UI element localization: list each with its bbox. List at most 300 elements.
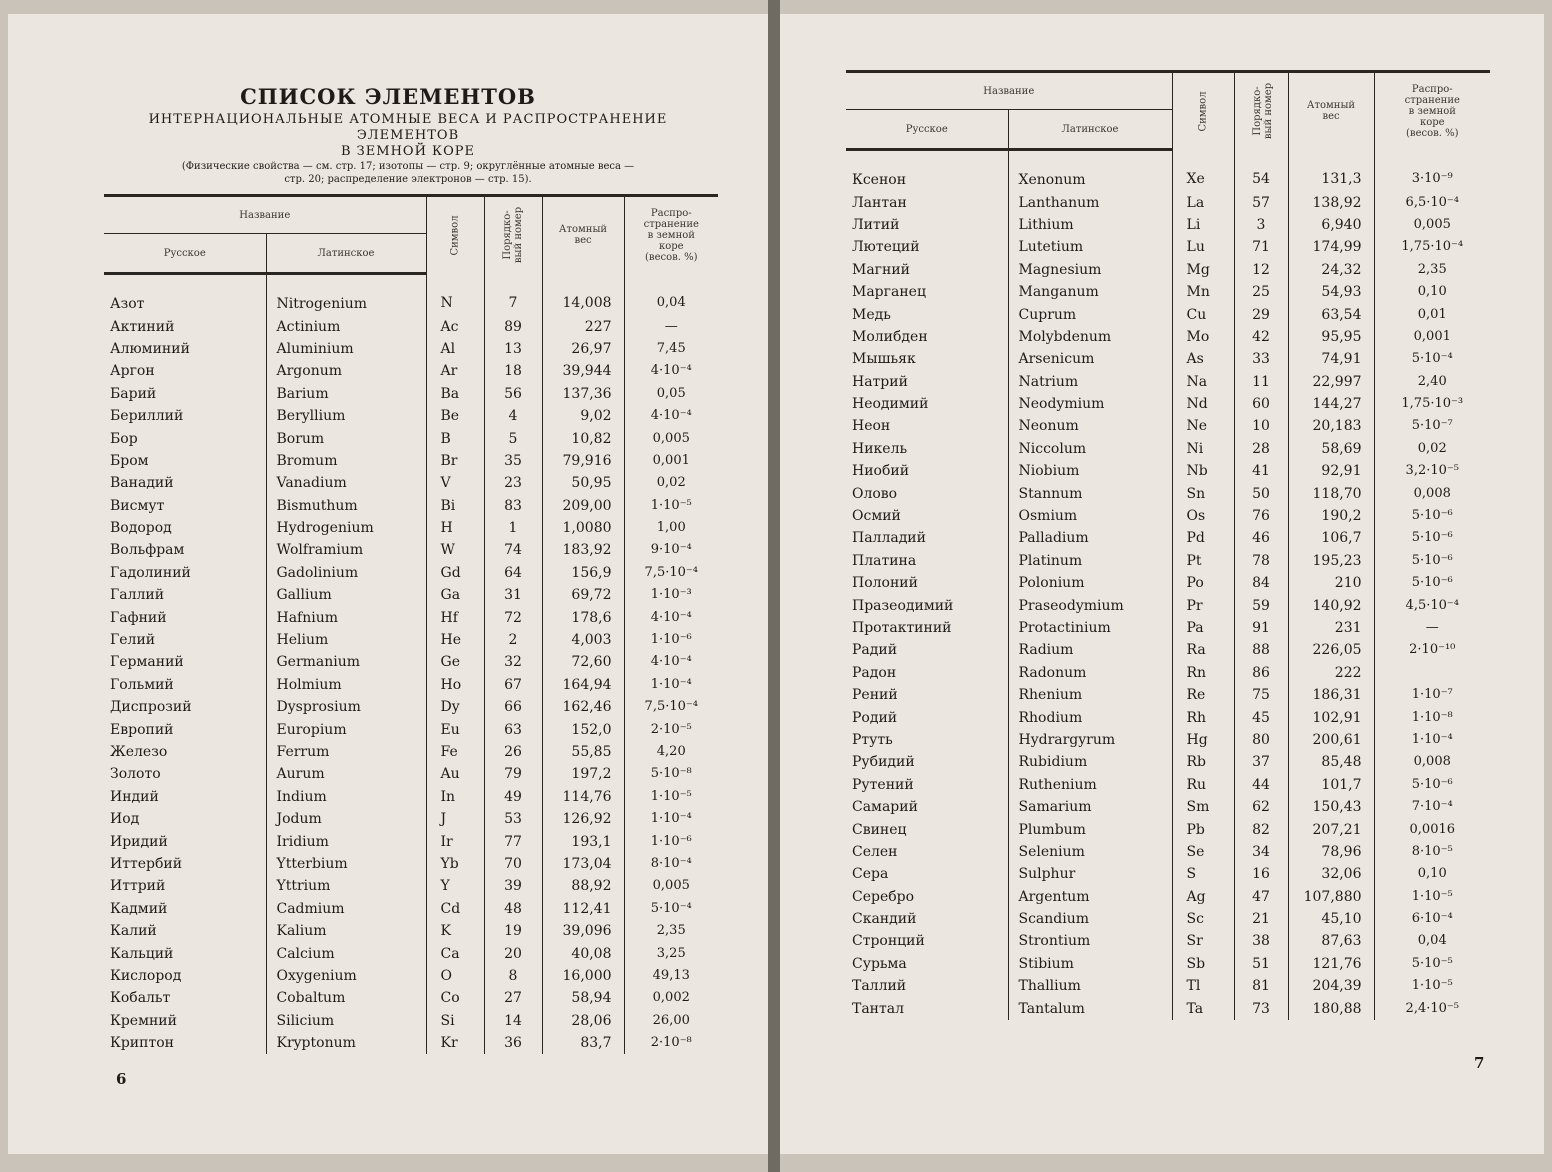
symbol: Ne [1172, 415, 1234, 437]
symbol: Os [1172, 505, 1234, 527]
ordinal-number: 20 [484, 942, 542, 964]
element-row [846, 371, 1490, 393]
symbol: Rb [1172, 751, 1234, 773]
atomic-weight: 112,41 [542, 898, 624, 920]
ordinal-number: 88 [1234, 639, 1288, 661]
ordinal-number: 16 [1234, 863, 1288, 885]
symbol: In [426, 786, 484, 808]
symbol: Po [1172, 572, 1234, 594]
abundance: 0,02 [1374, 438, 1490, 460]
ordinal-number: 51 [1234, 953, 1288, 975]
abundance: 1·10⁻⁴ [1374, 729, 1490, 751]
symbol: N [426, 274, 484, 316]
ordinal-number: 3 [1234, 214, 1288, 236]
symbol: Si [426, 1010, 484, 1032]
russian-name: Европий [110, 721, 174, 738]
symbol: Ru [1172, 774, 1234, 796]
latin-name: Scandium [1008, 908, 1172, 930]
element-row [846, 572, 1490, 594]
element-row [846, 236, 1490, 258]
element-row [104, 450, 718, 472]
symbol: Tl [1172, 975, 1234, 997]
ordinal-number: 60 [1234, 393, 1288, 415]
atomic-weight: 101,7 [1288, 774, 1374, 796]
ordinal-number: 49 [484, 786, 542, 808]
element-row [846, 617, 1490, 639]
ordinal-number: 57 [1234, 191, 1288, 213]
symbol: Bi [426, 495, 484, 517]
elements-table-right [846, 70, 1490, 1020]
symbol: Cu [1172, 303, 1234, 325]
abundance: 5·10⁻⁷ [1374, 415, 1490, 437]
abundance: 5·10⁻⁶ [1374, 550, 1490, 572]
atomic-weight: 63,54 [1288, 303, 1374, 325]
element-row [846, 482, 1490, 504]
atomic-weight: 207,21 [1288, 818, 1374, 840]
symbol: Ra [1172, 639, 1234, 661]
abundance: 7,5·10⁻⁴ [624, 696, 718, 718]
abundance: 0,10 [1374, 281, 1490, 303]
symbol: Ca [426, 942, 484, 964]
symbol: Ga [426, 584, 484, 606]
russian-name: Германий [110, 654, 184, 671]
latin-name: Niobium [1008, 460, 1172, 482]
latin-name: Molybdenum [1008, 326, 1172, 348]
russian-name: Иридий [110, 833, 168, 850]
ordinal-number: 48 [484, 898, 542, 920]
ordinal-number: 19 [484, 920, 542, 942]
symbol: Be [426, 405, 484, 427]
russian-name: Лантан [852, 194, 907, 211]
element-row [104, 472, 718, 494]
atomic-weight: 106,7 [1288, 527, 1374, 549]
element-row [846, 505, 1490, 527]
atomic-weight: 88,92 [542, 875, 624, 897]
abundance: 0,04 [624, 274, 718, 316]
latin-name: Praseodymium [1008, 594, 1172, 616]
latin-name: Radonum [1008, 662, 1172, 684]
atomic-weight: 6,940 [1288, 214, 1374, 236]
atomic-weight: 210 [1288, 572, 1374, 594]
symbol: Hf [426, 606, 484, 628]
book-spine [768, 0, 780, 1172]
element-row [104, 405, 718, 427]
ordinal-number: 33 [1234, 348, 1288, 370]
russian-name: Бром [110, 452, 149, 469]
symbol: Ge [426, 651, 484, 673]
element-row [846, 863, 1490, 885]
elements-table-left [104, 194, 718, 1054]
latin-name: Actinium [266, 315, 426, 337]
element-row [104, 539, 718, 561]
latin-name: Palladium [1008, 527, 1172, 549]
latin-name: Hydrargyrum [1008, 729, 1172, 751]
latin-name: Kalium [266, 920, 426, 942]
atomic-weight: 1,0080 [542, 517, 624, 539]
symbol: Pa [1172, 617, 1234, 639]
element-row [846, 997, 1490, 1019]
symbol: Eu [426, 718, 484, 740]
ordinal-number: 75 [1234, 684, 1288, 706]
latin-name: Germanium [266, 651, 426, 673]
ordinal-number: 36 [484, 1032, 542, 1054]
latin-name: Plumbum [1008, 818, 1172, 840]
atomic-weight: 69,72 [542, 584, 624, 606]
abundance: 1·10⁻⁵ [1374, 886, 1490, 908]
symbol: Cd [426, 898, 484, 920]
russian-name: Золото [110, 766, 161, 783]
abundance: 4·10⁻⁴ [624, 360, 718, 382]
latin-name: Kryptonum [266, 1032, 426, 1054]
element-row [104, 741, 718, 763]
atomic-weight: 209,00 [542, 495, 624, 517]
ordinal-number: 80 [1234, 729, 1288, 751]
symbol: Na [1172, 371, 1234, 393]
ordinal-number: 31 [484, 584, 542, 606]
header-latin-right: Латинское [1008, 110, 1172, 150]
atomic-weight: 178,6 [542, 606, 624, 628]
latin-name: Beryllium [266, 405, 426, 427]
atomic-weight: 54,93 [1288, 281, 1374, 303]
element-row [846, 460, 1490, 482]
symbol: Al [426, 338, 484, 360]
latin-name: Gadolinium [266, 562, 426, 584]
atomic-weight: 186,31 [1288, 684, 1374, 706]
element-row [846, 348, 1490, 370]
element-row [846, 415, 1490, 437]
element-row [846, 930, 1490, 952]
atomic-weight: 92,91 [1288, 460, 1374, 482]
russian-name: Алюминий [110, 340, 190, 357]
table-body-right [846, 150, 1490, 1020]
abundance: 5·10⁻⁶ [1374, 774, 1490, 796]
element-row [104, 562, 718, 584]
element-row [104, 338, 718, 360]
ordinal-number: 81 [1234, 975, 1288, 997]
latin-name: Platinum [1008, 550, 1172, 572]
abundance: 0,001 [624, 450, 718, 472]
ordinal-number: 37 [1234, 751, 1288, 773]
russian-name: Галлий [110, 587, 165, 604]
atomic-weight: 204,39 [1288, 975, 1374, 997]
russian-name: Иод [110, 811, 140, 828]
abundance: 9·10⁻⁴ [624, 539, 718, 561]
ordinal-number: 44 [1234, 774, 1288, 796]
russian-name: Никель [852, 440, 908, 457]
latin-name: Wolframium [266, 539, 426, 561]
russian-name: Стронций [852, 933, 925, 950]
ordinal-number: 14 [484, 1010, 542, 1032]
russian-name: Лютеций [852, 239, 920, 256]
latin-name: Ruthenium [1008, 774, 1172, 796]
symbol: Sr [1172, 930, 1234, 952]
symbol: O [426, 965, 484, 987]
symbol: Lu [1172, 236, 1234, 258]
note-line-1: (Физические свойства — см. стр. 17; изотопы — стр. 9; округлённые атомные веса — [181, 161, 635, 172]
note-line-2: стр. 20; распределение электронов — стр. 15). [284, 174, 532, 185]
atomic-weight: 78,96 [1288, 841, 1374, 863]
element-row [104, 495, 718, 517]
abundance: — [1374, 617, 1490, 639]
russian-name: Рений [852, 687, 898, 704]
symbol: Kr [426, 1032, 484, 1054]
element-row [104, 830, 718, 852]
ordinal-number: 89 [484, 315, 542, 337]
ordinal-number: 27 [484, 987, 542, 1009]
symbol: Sm [1172, 796, 1234, 818]
latin-name: Helium [266, 629, 426, 651]
abundance: 1,75·10⁻³ [1374, 393, 1490, 415]
element-row [846, 191, 1490, 213]
russian-name: Кислород [110, 967, 182, 984]
atomic-weight: 138,92 [1288, 191, 1374, 213]
abundance: 6,5·10⁻⁴ [1374, 191, 1490, 213]
abundance: 2·10⁻⁵ [624, 718, 718, 740]
atomic-weight: 150,43 [1288, 796, 1374, 818]
latin-name: Holmium [266, 674, 426, 696]
symbol: Pr [1172, 594, 1234, 616]
atomic-weight: 226,05 [1288, 639, 1374, 661]
ordinal-number: 8 [484, 965, 542, 987]
abundance: 1·10⁻⁶ [624, 830, 718, 852]
symbol: Se [1172, 841, 1234, 863]
symbol: W [426, 539, 484, 561]
abundance: 0,10 [1374, 863, 1490, 885]
abundance: — [624, 315, 718, 337]
latin-name: Tantalum [1008, 997, 1172, 1019]
symbol: B [426, 427, 484, 449]
atomic-weight: 22,997 [1288, 371, 1374, 393]
element-row [104, 517, 718, 539]
latin-name: Manganum [1008, 281, 1172, 303]
latin-name: Bismuthum [266, 495, 426, 517]
symbol: La [1172, 191, 1234, 213]
ordinal-number: 13 [484, 338, 542, 360]
ordinal-number: 50 [1234, 482, 1288, 504]
subtitle [98, 112, 718, 160]
atomic-weight: 121,76 [1288, 953, 1374, 975]
element-row [104, 808, 718, 830]
symbol: Yb [426, 853, 484, 875]
abundance: 2,4·10⁻⁵ [1374, 997, 1490, 1019]
russian-name: Азот [110, 296, 145, 313]
element-row [846, 259, 1490, 281]
symbol: Mn [1172, 281, 1234, 303]
atomic-weight: 9,02 [542, 405, 624, 427]
russian-name: Медь [852, 306, 891, 323]
atomic-weight: 39,944 [542, 360, 624, 382]
ordinal-number: 45 [1234, 706, 1288, 728]
russian-name: Сурьма [852, 955, 907, 972]
russian-name: Скандий [852, 911, 917, 928]
element-row [104, 920, 718, 942]
atomic-weight: 58,69 [1288, 438, 1374, 460]
ordinal-number: 84 [1234, 572, 1288, 594]
latin-name: Aluminium [266, 338, 426, 360]
atomic-weight: 173,04 [542, 853, 624, 875]
ordinal-number: 38 [1234, 930, 1288, 952]
element-row [846, 527, 1490, 549]
latin-name: Argentum [1008, 886, 1172, 908]
abundance: 0,005 [1374, 214, 1490, 236]
symbol: Sn [1172, 482, 1234, 504]
latin-name: Cuprum [1008, 303, 1172, 325]
atomic-weight: 126,92 [542, 808, 624, 830]
atomic-weight: 195,23 [1288, 550, 1374, 572]
atomic-weight: 200,61 [1288, 729, 1374, 751]
latin-name: Magnesium [1008, 259, 1172, 281]
ordinal-number: 35 [484, 450, 542, 472]
atomic-weight: 131,3 [1288, 150, 1374, 192]
abundance: 5·10⁻⁴ [624, 898, 718, 920]
abundance: 1·10⁻⁴ [624, 674, 718, 696]
atomic-weight: 118,70 [1288, 482, 1374, 504]
latin-name: Thallium [1008, 975, 1172, 997]
atomic-weight: 144,27 [1288, 393, 1374, 415]
abundance: 1·10⁻⁴ [624, 808, 718, 830]
atomic-weight: 174,99 [1288, 236, 1374, 258]
element-row [846, 438, 1490, 460]
header-name: Название [104, 196, 426, 234]
ordinal-number: 46 [1234, 527, 1288, 549]
element-row [846, 326, 1490, 348]
russian-name: Магний [852, 261, 911, 278]
symbol: Ho [426, 674, 484, 696]
latin-name: Bromum [266, 450, 426, 472]
element-row [104, 315, 718, 337]
page-title: СПИСОК ЭЛЕМЕНТОВ [240, 84, 536, 109]
symbol: Xe [1172, 150, 1234, 192]
russian-name: Индий [110, 788, 159, 805]
ordinal-number: 71 [1234, 236, 1288, 258]
abundance: 1,00 [624, 517, 718, 539]
element-row [846, 639, 1490, 661]
atomic-weight: 193,1 [542, 830, 624, 852]
russian-name: Актиний [110, 318, 175, 335]
header-symbol-right: Символ [1172, 72, 1234, 150]
atomic-weight: 227 [542, 315, 624, 337]
symbol: He [426, 629, 484, 651]
abundance: 1·10⁻⁶ [624, 629, 718, 651]
russian-name: Гадолиний [110, 564, 191, 581]
latin-name: Niccolum [1008, 438, 1172, 460]
atomic-weight: 45,10 [1288, 908, 1374, 930]
abundance: 3,25 [624, 942, 718, 964]
abundance: 5·10⁻⁶ [1374, 527, 1490, 549]
abundance: 6·10⁻⁴ [1374, 908, 1490, 930]
latin-name: Lanthanum [1008, 191, 1172, 213]
atomic-weight: 231 [1288, 617, 1374, 639]
russian-name: Криптон [110, 1035, 174, 1052]
abundance: 5·10⁻⁵ [1374, 953, 1490, 975]
element-row [104, 606, 718, 628]
russian-name: Ксенон [852, 172, 907, 189]
latin-name: Neonum [1008, 415, 1172, 437]
element-row [846, 393, 1490, 415]
atomic-weight: 32,06 [1288, 863, 1374, 885]
ordinal-number: 86 [1234, 662, 1288, 684]
symbol: Hg [1172, 729, 1234, 751]
abundance: 0,005 [624, 427, 718, 449]
ordinal-number: 25 [1234, 281, 1288, 303]
russian-name: Ниобий [852, 463, 910, 480]
russian-name: Рутений [852, 776, 914, 793]
atomic-weight: 197,2 [542, 763, 624, 785]
header-atomic-weight-right: Атомный вес [1288, 72, 1374, 150]
ordinal-number: 76 [1234, 505, 1288, 527]
symbol: Dy [426, 696, 484, 718]
element-row [104, 718, 718, 740]
element-row [104, 898, 718, 920]
header-symbol: Символ [426, 196, 484, 274]
latin-name: Cadmium [266, 898, 426, 920]
symbol: Y [426, 875, 484, 897]
latin-name: Vanadium [266, 472, 426, 494]
russian-name: Палладий [852, 530, 926, 547]
element-row [846, 594, 1490, 616]
element-row [104, 674, 718, 696]
abundance: 2,40 [1374, 371, 1490, 393]
ordinal-number: 5 [484, 427, 542, 449]
ordinal-number: 7 [484, 274, 542, 316]
symbol: Ni [1172, 438, 1234, 460]
element-row [846, 550, 1490, 572]
ordinal-number: 1 [484, 517, 542, 539]
ordinal-number: 70 [484, 853, 542, 875]
russian-name: Мышьяк [852, 351, 916, 368]
abundance: 1·10⁻⁷ [1374, 684, 1490, 706]
latin-name: Iridium [266, 830, 426, 852]
symbol: K [426, 920, 484, 942]
symbol: Ag [1172, 886, 1234, 908]
latin-name: Samarium [1008, 796, 1172, 818]
abundance: 5·10⁻⁶ [1374, 505, 1490, 527]
russian-name: Натрий [852, 373, 908, 390]
atomic-weight: 14,008 [542, 274, 624, 316]
russian-name: Литий [852, 216, 900, 233]
header-latin: Латинское [266, 234, 426, 274]
latin-name: Natrium [1008, 371, 1172, 393]
russian-name: Рубидий [852, 754, 915, 771]
symbol: As [1172, 348, 1234, 370]
latin-name: Xenonum [1008, 150, 1172, 192]
symbol: Fe [426, 741, 484, 763]
header-abundance: Распро- странение в земной коре (весов. %) [624, 196, 718, 274]
russian-name: Ванадий [110, 475, 174, 492]
abundance: 1·10⁻⁵ [624, 495, 718, 517]
russian-name: Водород [110, 520, 172, 537]
latin-name: Argonum [266, 360, 426, 382]
atomic-weight: 79,916 [542, 450, 624, 472]
latin-name: Protactinium [1008, 617, 1172, 639]
latin-name: Stannum [1008, 482, 1172, 504]
latin-name: Gallium [266, 584, 426, 606]
symbol: Li [1172, 214, 1234, 236]
symbol: Ta [1172, 997, 1234, 1019]
element-row [104, 651, 718, 673]
atomic-weight: 180,88 [1288, 997, 1374, 1019]
russian-name: Таллий [852, 978, 907, 995]
element-row [846, 729, 1490, 751]
atomic-weight: 137,36 [542, 383, 624, 405]
russian-name: Висмут [110, 497, 165, 514]
latin-name: Polonium [1008, 572, 1172, 594]
ordinal-number: 56 [484, 383, 542, 405]
latin-name: Borum [266, 427, 426, 449]
russian-name: Неон [852, 418, 891, 435]
element-row [104, 942, 718, 964]
symbol: Br [426, 450, 484, 472]
